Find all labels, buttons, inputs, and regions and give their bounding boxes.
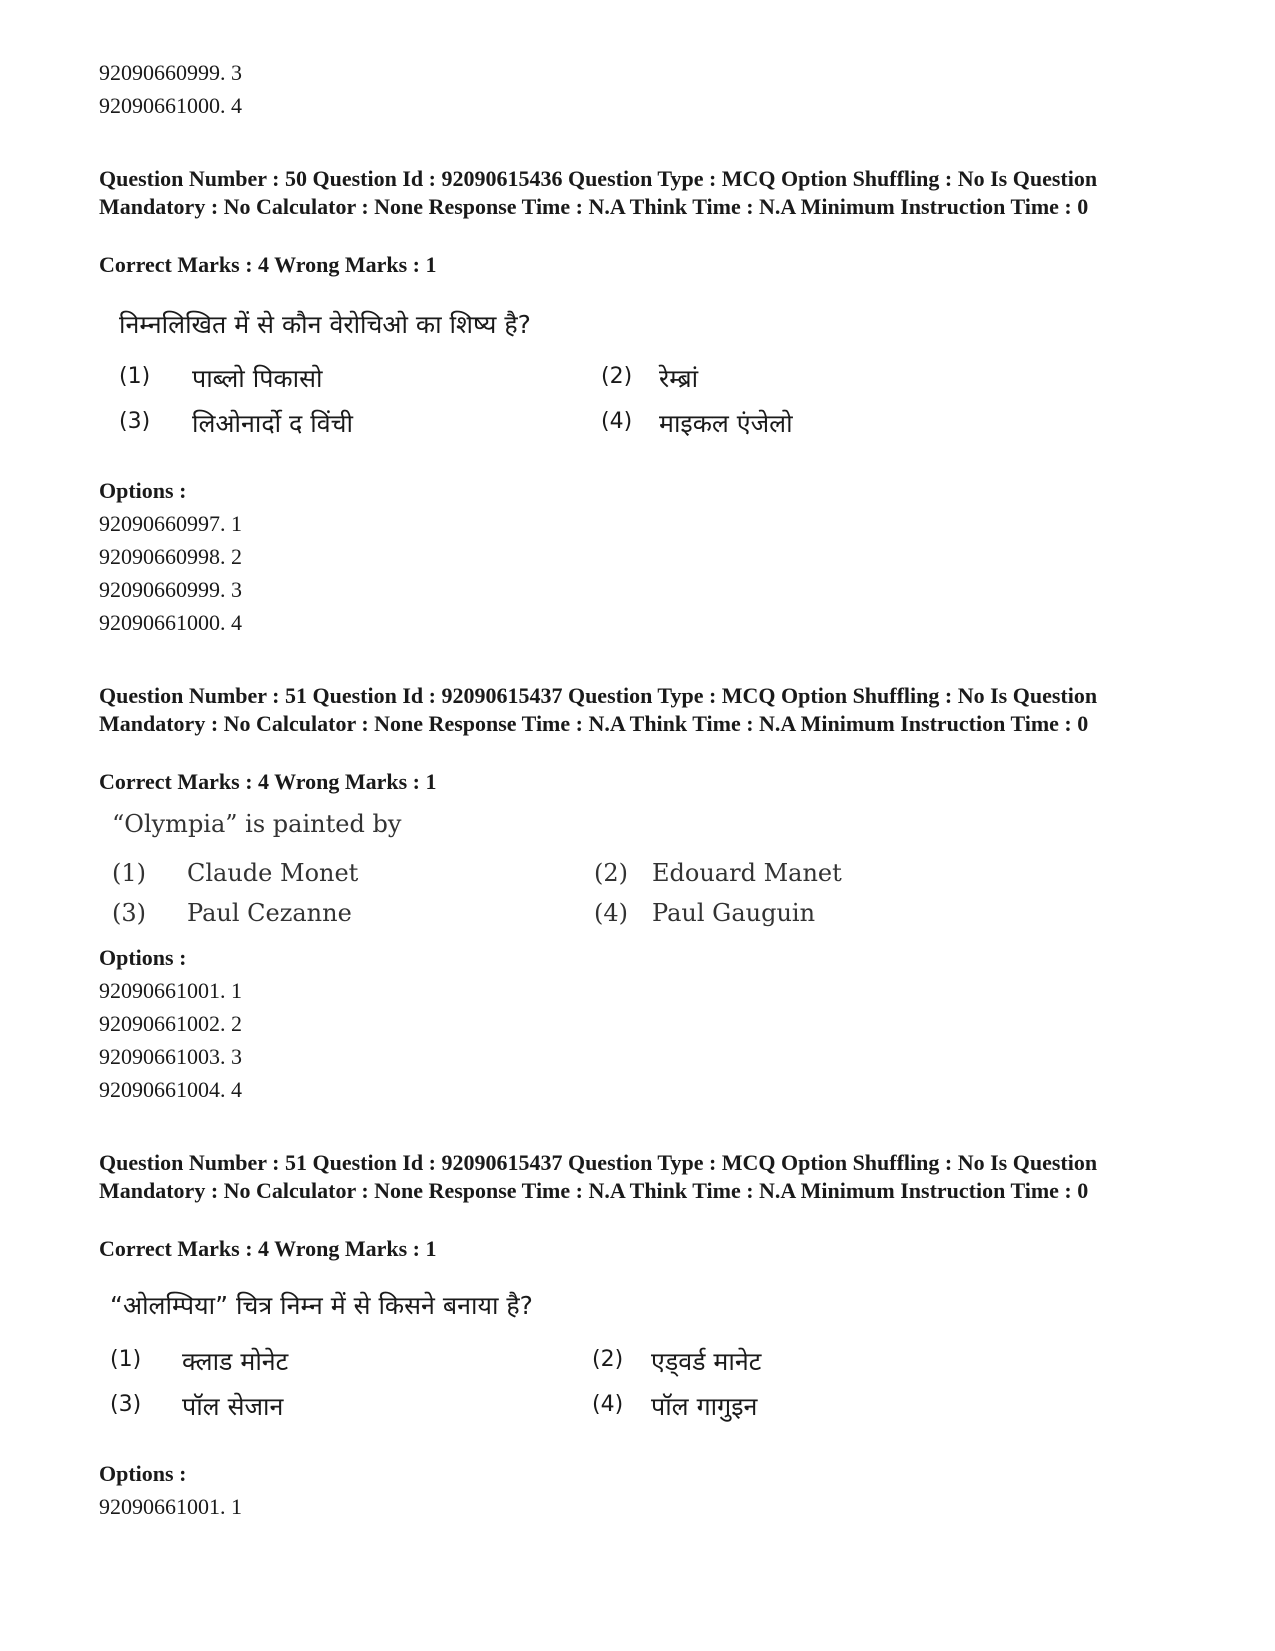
- choice-number: (4): [592, 1392, 624, 1417]
- option-line: 92090660998. 2: [99, 544, 242, 569]
- option-line: 92090661001. 1: [99, 978, 242, 1003]
- option-line: 92090661000. 4: [99, 93, 242, 118]
- option-line: 92090661003. 3: [99, 1044, 242, 1069]
- option-line: 92090661000. 4: [99, 610, 242, 635]
- choice-text: Paul Cezanne: [187, 899, 352, 927]
- question-header: Question Number : 50 Question Id : 92090615436 Question Type : MCQ Option Shuffling : No Is Question Mandatory : No Calculator : None Response Time : N.A Think Time : N.A Minimum Instruction Time : 0: [99, 166, 1098, 219]
- choice-text: लिओनार्दो द विंची: [192, 409, 353, 438]
- choice-number: (4): [601, 409, 633, 434]
- option-line: 92090660999. 3: [99, 577, 242, 602]
- choice-text: एड्वर्ड मानेट: [651, 1347, 762, 1376]
- options-label: Options :: [99, 1461, 187, 1486]
- choice-text: पॉल गागुइन: [651, 1392, 758, 1421]
- choice-text: पाब्लो पिकासो: [192, 364, 323, 393]
- choice-number: (3): [110, 1392, 142, 1417]
- choice-text: Paul Gauguin: [652, 899, 816, 927]
- options-label: Options :: [99, 478, 187, 503]
- option-line: 92090661002. 2: [99, 1011, 242, 1036]
- question-header: Question Number : 51 Question Id : 92090615437 Question Type : MCQ Option Shuffling : No Is Question Mandatory : No Calculator : None Response Time : N.A Think Time : N.A Minimum Instruction Time : 0: [99, 1150, 1098, 1203]
- choice-text: Claude Monet: [187, 859, 359, 887]
- options-label: Options :: [99, 945, 187, 970]
- question-header: Question Number : 51 Question Id : 92090615437 Question Type : MCQ Option Shuffling : No Is Question Mandatory : No Calculator : None Response Time : N.A Think Time : N.A Minimum Instruction Time : 0: [99, 683, 1098, 736]
- choice-number: (2): [592, 1347, 624, 1372]
- choice-text: Edouard Manet: [652, 859, 842, 887]
- option-line: 92090661001. 1: [99, 1494, 242, 1519]
- marks-line: Correct Marks : 4 Wrong Marks : 1: [99, 252, 437, 277]
- choice-number: (4): [594, 899, 628, 927]
- choice-number: (1): [110, 1347, 142, 1372]
- marks-line: Correct Marks : 4 Wrong Marks : 1: [99, 1236, 437, 1261]
- question-text: निम्नलिखित में से कौन वेरोचिओ का शिष्य है?: [119, 310, 531, 339]
- choice-text: क्लाड मोनेट: [182, 1347, 289, 1376]
- choice-number: (2): [601, 364, 633, 389]
- marks-line: Correct Marks : 4 Wrong Marks : 1: [99, 769, 437, 794]
- choice-number: (3): [119, 409, 151, 434]
- question-text: “ओलम्पिया” चित्र निम्न में से किसने बनाया है?: [110, 1291, 533, 1320]
- choice-number: (2): [594, 859, 628, 887]
- choice-number: (3): [112, 899, 146, 927]
- option-line: 92090661004. 4: [99, 1077, 242, 1102]
- choice-text: रेम्ब्रां: [659, 364, 699, 393]
- question-text: “Olympia” is painted by: [112, 810, 402, 838]
- choice-text: पॉल सेजान: [182, 1392, 284, 1421]
- choice-number: (1): [112, 859, 146, 887]
- option-line: 92090660997. 1: [99, 511, 242, 536]
- choice-number: (1): [119, 364, 151, 389]
- choice-text: माइकल एंजेलो: [659, 409, 793, 438]
- option-line: 92090660999. 3: [99, 60, 242, 85]
